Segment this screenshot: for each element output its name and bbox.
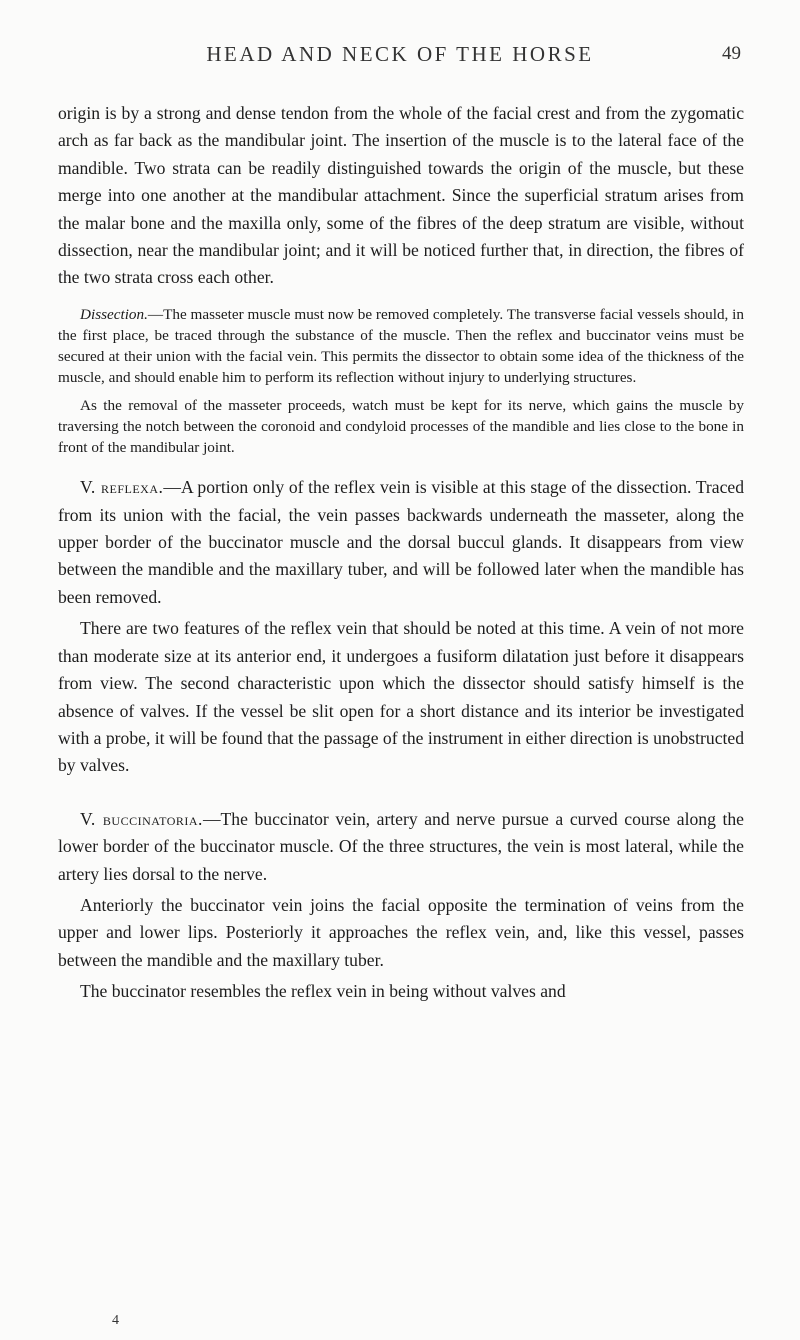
paragraph-v-reflexa	[58, 474, 744, 611]
v-buccinatoria-text: —The buccinator vein, artery and nerve pursue a curved course along the lower border of the buccinator muscle. Of the three structures, the vein is most lateral, while the artery lies dorsal to the nerve.	[58, 808, 744, 884]
paragraph-masseter-removal: As the removal of the masseter proceeds, watch must be kept for its nerve, which gains the muscle by traversing the notch between the coronoid and condyloid processes of the mandible and lies close to the bone in front of the mandibular joint.	[58, 396, 744, 457]
page-header	[55, 42, 745, 72]
paragraph-dissection	[58, 304, 744, 389]
v-reflexa-heading: V. reflexa.	[80, 477, 164, 498]
v-reflexa-text: —A portion only of the reflex vein is visible at this stage of the dissection. Traced from its union with the facial, the vein passes backwards underneath the masseter, along the upper border of the buccinator muscle and the dorsal buccul glands. It disappears from view between the mandible and the maxillary tuber, and will be followed later when the mandible has been removed.	[58, 477, 744, 607]
page-number: 49	[722, 43, 741, 64]
paragraph-v-buccinatoria	[58, 806, 744, 888]
paragraph-masseter-origin: origin is by a strong and dense tendon from the whole of the facial crest and from the zygomatic arch as far back as the mandibular joint. The insertion of the muscle is to the lateral face of the mandible. Two strata can be readily distinguished towards the origin of the muscle, but these merge into one another at the mandibular attachment. Since the superficial stratum arises from the malar bone and the maxilla only, some of the fibres of the deep stratum are visible, without dissection, near the mandibular joint; and it will be noticed further that, in direction, the fibres of the two strata cross each other.	[58, 103, 744, 288]
dissection-text: —The masseter muscle must now be removed completely. The transverse facial vessels should, in the first place, be traced through the substance of the muscle. Then the reflex and buccinator veins must be secured at their union with the facial vein. This permits the dissector to obtain some idea of the thickness of the muscle, and should enable him to perform its reflection without injury to underlying structures.	[58, 305, 744, 387]
body-text	[58, 100, 744, 1006]
signature-mark: 4	[112, 1313, 119, 1328]
paragraph-reflex-features: There are two features of the reflex vein that should be noted at this time. A vein of not more than moderate size at its anterior end, it undergoes a fusiform dilatation just before it disappears from view. The second characteristic upon which the dissector should satisfy himself is the absence of valves. If the vessel be slit open for a short distance and its interior be investigated with a probe, it will be found that the passage of the instrument in either direction is unobstructed by valves.	[58, 618, 744, 776]
dissection-heading: Dissection.	[80, 305, 148, 323]
paragraph-buccinator-valves: The buccinator resembles the reflex vein in being without valves and	[80, 981, 566, 1002]
running-head: HEAD AND NECK OF THE HORSE	[206, 42, 594, 66]
v-buccinatoria-heading: V. buccinatoria.	[80, 808, 203, 829]
paragraph-buccinator-course: Anteriorly the buccinator vein joins the facial opposite the termination of veins from the upper and lower lips. Posteriorly it approaches the reflex vein, and, like this vessel, passes between the mandible and the maxillary tuber.	[58, 894, 744, 970]
